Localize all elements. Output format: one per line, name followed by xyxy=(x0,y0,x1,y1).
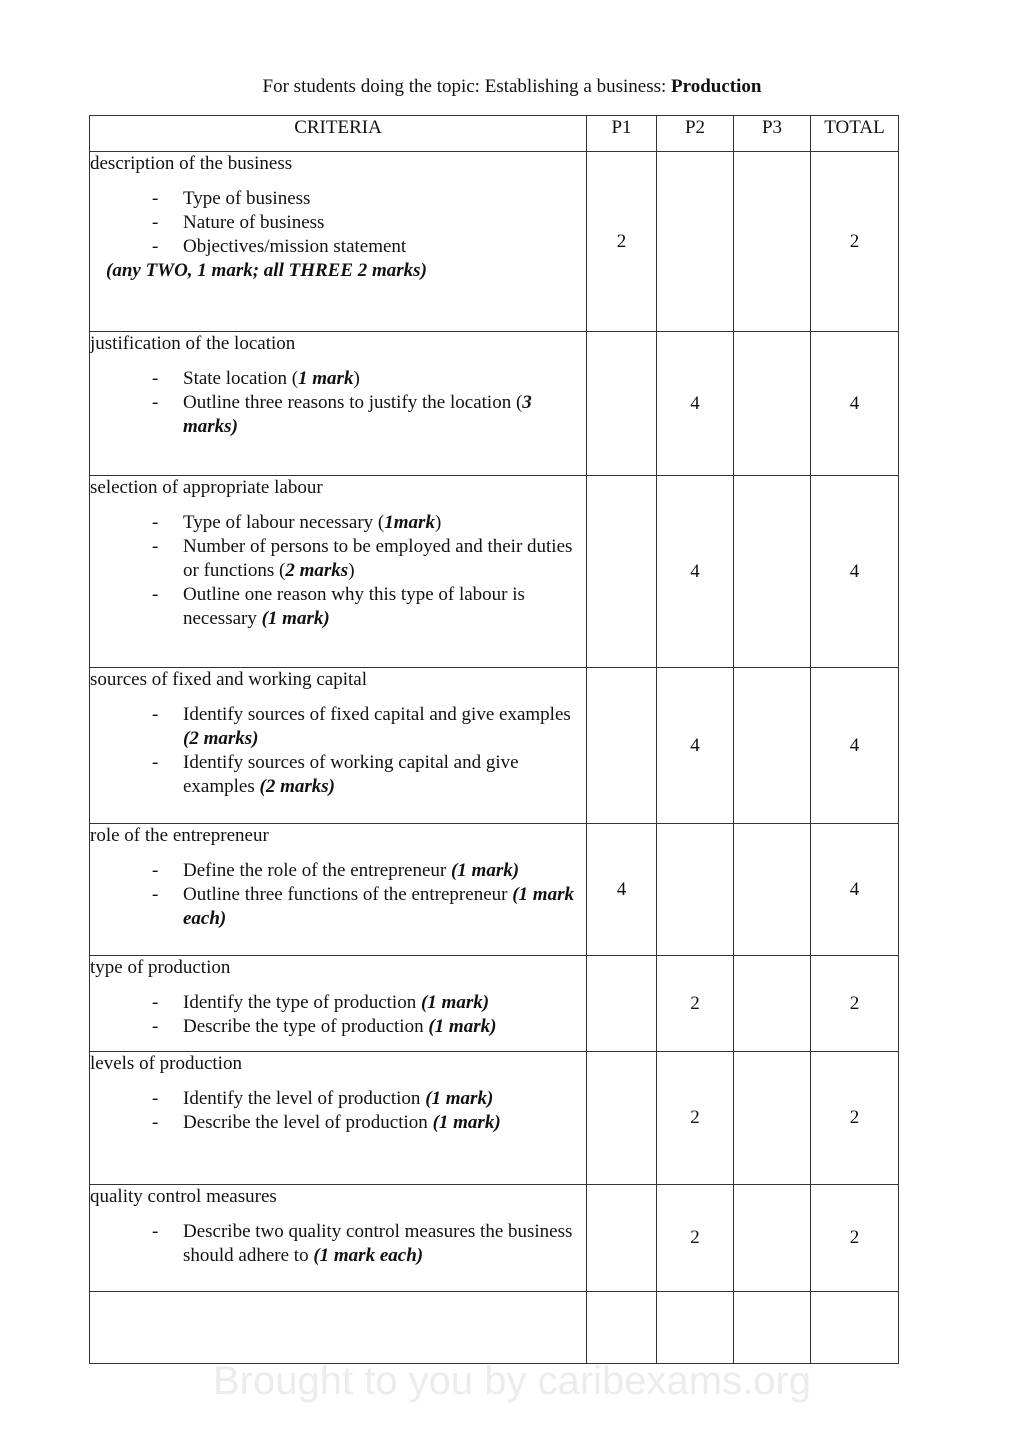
table-row xyxy=(90,824,899,956)
criterion-title: selection of appropriate labour xyxy=(90,477,323,498)
item-text: Identify sources of fixed capital and give examples xyxy=(183,704,571,725)
sub-criteria-list xyxy=(90,991,586,1039)
criterion-title: levels of production xyxy=(90,1053,242,1074)
p2-score: 2 xyxy=(657,956,734,1052)
criterion-title: description of the business xyxy=(90,153,293,174)
item-marks: 1 mark xyxy=(298,368,354,389)
item-text: ) xyxy=(348,560,355,581)
sub-criteria-list xyxy=(90,859,586,931)
item-marks: (1 mark) xyxy=(261,608,330,629)
p1-score: 2 xyxy=(587,152,657,332)
criterion-title: type of production xyxy=(90,957,231,978)
criterion-cell xyxy=(90,824,587,956)
list-item xyxy=(90,751,586,799)
item-marks: (1 mark) xyxy=(450,860,520,881)
total-score: 2 xyxy=(811,1185,899,1292)
item-text: ) xyxy=(434,512,442,533)
list-item: - Objectives/mission statement xyxy=(90,235,586,259)
p2-score: 2 xyxy=(657,1185,734,1292)
p2-score xyxy=(657,824,734,956)
marking-note: (any TWO, 1 mark; all THREE 2 marks) xyxy=(106,260,427,281)
list-item xyxy=(90,859,586,883)
item-marks: 3 marks) xyxy=(183,392,532,437)
p1-score xyxy=(587,1185,657,1292)
p1-score xyxy=(587,1052,657,1185)
page-title xyxy=(0,74,1024,100)
item-text: Identify sources of working capital and give examples xyxy=(183,752,519,797)
header-p1: P1 xyxy=(587,116,657,152)
item-marks: (1 mark each) xyxy=(313,1245,424,1266)
item-text: Describe the level of production xyxy=(183,1112,433,1133)
p3-score xyxy=(734,956,811,1052)
item-text: Outline one reason why this type of labour is necessary xyxy=(183,584,525,629)
criterion-cell xyxy=(90,956,587,1052)
p1-score xyxy=(587,476,657,668)
p3-score xyxy=(734,668,811,824)
item-text: Identify the type of production xyxy=(183,992,421,1013)
criterion-title: role of the entrepreneur xyxy=(90,825,269,846)
table-row xyxy=(90,476,899,668)
item-text: Describe the type of production xyxy=(183,1016,429,1037)
list-item xyxy=(90,991,586,1015)
list-item: - Type of business xyxy=(90,187,586,211)
criterion-cell xyxy=(90,332,587,476)
item-text: Describe two quality control measures the business should adhere to xyxy=(183,1221,573,1266)
p1-score: 4 xyxy=(587,824,657,956)
watermark: Brought to you by caribexams.org xyxy=(212,1359,812,1403)
sub-criteria-list xyxy=(90,367,586,439)
item-text: State location ( xyxy=(183,368,299,389)
criterion-cell xyxy=(90,152,587,332)
empty-cell xyxy=(811,1292,899,1364)
list-item xyxy=(90,535,586,583)
list-item xyxy=(90,1220,586,1268)
item-marks: (2 marks) xyxy=(183,728,259,749)
item-text: Type of labour necessary ( xyxy=(183,512,385,533)
title-topic: Production xyxy=(671,76,762,97)
sub-criteria-list xyxy=(90,187,586,259)
p3-score xyxy=(734,1185,811,1292)
item-marks: 1mark xyxy=(384,512,435,533)
empty-cell xyxy=(734,1292,811,1364)
header-p3: P3 xyxy=(734,116,811,152)
item-text: ) xyxy=(353,368,360,389)
empty-table-row xyxy=(90,1292,899,1364)
sub-criteria-list xyxy=(90,703,586,799)
criterion-title: justification of the location xyxy=(90,333,296,354)
item-text: Identify the level of production xyxy=(183,1088,426,1109)
criterion-cell xyxy=(90,668,587,824)
item-marks: 2 marks xyxy=(285,560,349,581)
table-row xyxy=(90,332,899,476)
table-row xyxy=(90,152,899,332)
total-score: 4 xyxy=(811,476,899,668)
p2-score: 4 xyxy=(657,668,734,824)
list-item xyxy=(90,367,586,391)
total-score: 4 xyxy=(811,332,899,476)
p2-score: 4 xyxy=(657,476,734,668)
item-text: Define the role of the entrepreneur xyxy=(183,860,451,881)
criterion-cell xyxy=(90,476,587,668)
total-score: 2 xyxy=(811,1052,899,1185)
item-text: Number of persons to be employed and their duties or functions ( xyxy=(183,536,573,581)
p1-score xyxy=(587,956,657,1052)
list-item xyxy=(90,1111,586,1135)
p3-score xyxy=(734,152,811,332)
item-marks: (2 marks) xyxy=(259,776,335,797)
header-p2: P2 xyxy=(657,116,734,152)
total-score: 4 xyxy=(811,824,899,956)
list-item xyxy=(90,391,586,439)
empty-cell xyxy=(657,1292,734,1364)
sub-criteria-list xyxy=(90,511,586,631)
table-row xyxy=(90,1185,899,1292)
header-criteria: CRITERIA xyxy=(90,116,587,152)
item-marks: (1 mark) xyxy=(425,1088,494,1109)
empty-cell xyxy=(90,1292,587,1364)
sub-criteria-list xyxy=(90,1220,586,1268)
item-marks: (1 mark each) xyxy=(183,884,574,929)
list-item xyxy=(90,583,586,631)
list-item xyxy=(90,511,586,535)
item-marks: (1 mark) xyxy=(428,1016,497,1037)
list-item xyxy=(90,1015,586,1039)
criterion-title: sources of fixed and working capital xyxy=(90,669,367,690)
p3-score xyxy=(734,824,811,956)
total-score: 2 xyxy=(811,956,899,1052)
item-marks: (1 mark) xyxy=(420,992,490,1013)
p1-score xyxy=(587,332,657,476)
total-score: 4 xyxy=(811,668,899,824)
list-item xyxy=(90,1087,586,1111)
item-marks: (1 mark) xyxy=(432,1112,501,1133)
header-total: TOTAL xyxy=(811,116,899,152)
list-item xyxy=(90,703,586,751)
title-prefix: For students doing the topic: Establishing a business: xyxy=(262,76,672,97)
criterion-cell xyxy=(90,1052,587,1185)
p3-score xyxy=(734,1052,811,1185)
p1-score xyxy=(587,668,657,824)
p2-score: 2 xyxy=(657,1052,734,1185)
item-text: Outline three functions of the entrepreneur xyxy=(183,884,513,905)
table-row xyxy=(90,668,899,824)
list-item: - Nature of business xyxy=(90,211,586,235)
p2-score xyxy=(657,152,734,332)
item-text: Outline three reasons to justify the location ( xyxy=(183,392,523,413)
table-row xyxy=(90,1052,899,1185)
sub-criteria-list xyxy=(90,1087,586,1135)
p3-score xyxy=(734,476,811,668)
table-header-row xyxy=(90,116,899,152)
list-item xyxy=(90,883,586,931)
p2-score: 4 xyxy=(657,332,734,476)
criterion-title: quality control measures xyxy=(90,1186,277,1207)
p3-score xyxy=(734,332,811,476)
criterion-cell xyxy=(90,1185,587,1292)
total-score: 2 xyxy=(811,152,899,332)
table-row xyxy=(90,956,899,1052)
criteria-table xyxy=(89,115,899,1364)
empty-cell xyxy=(587,1292,657,1364)
